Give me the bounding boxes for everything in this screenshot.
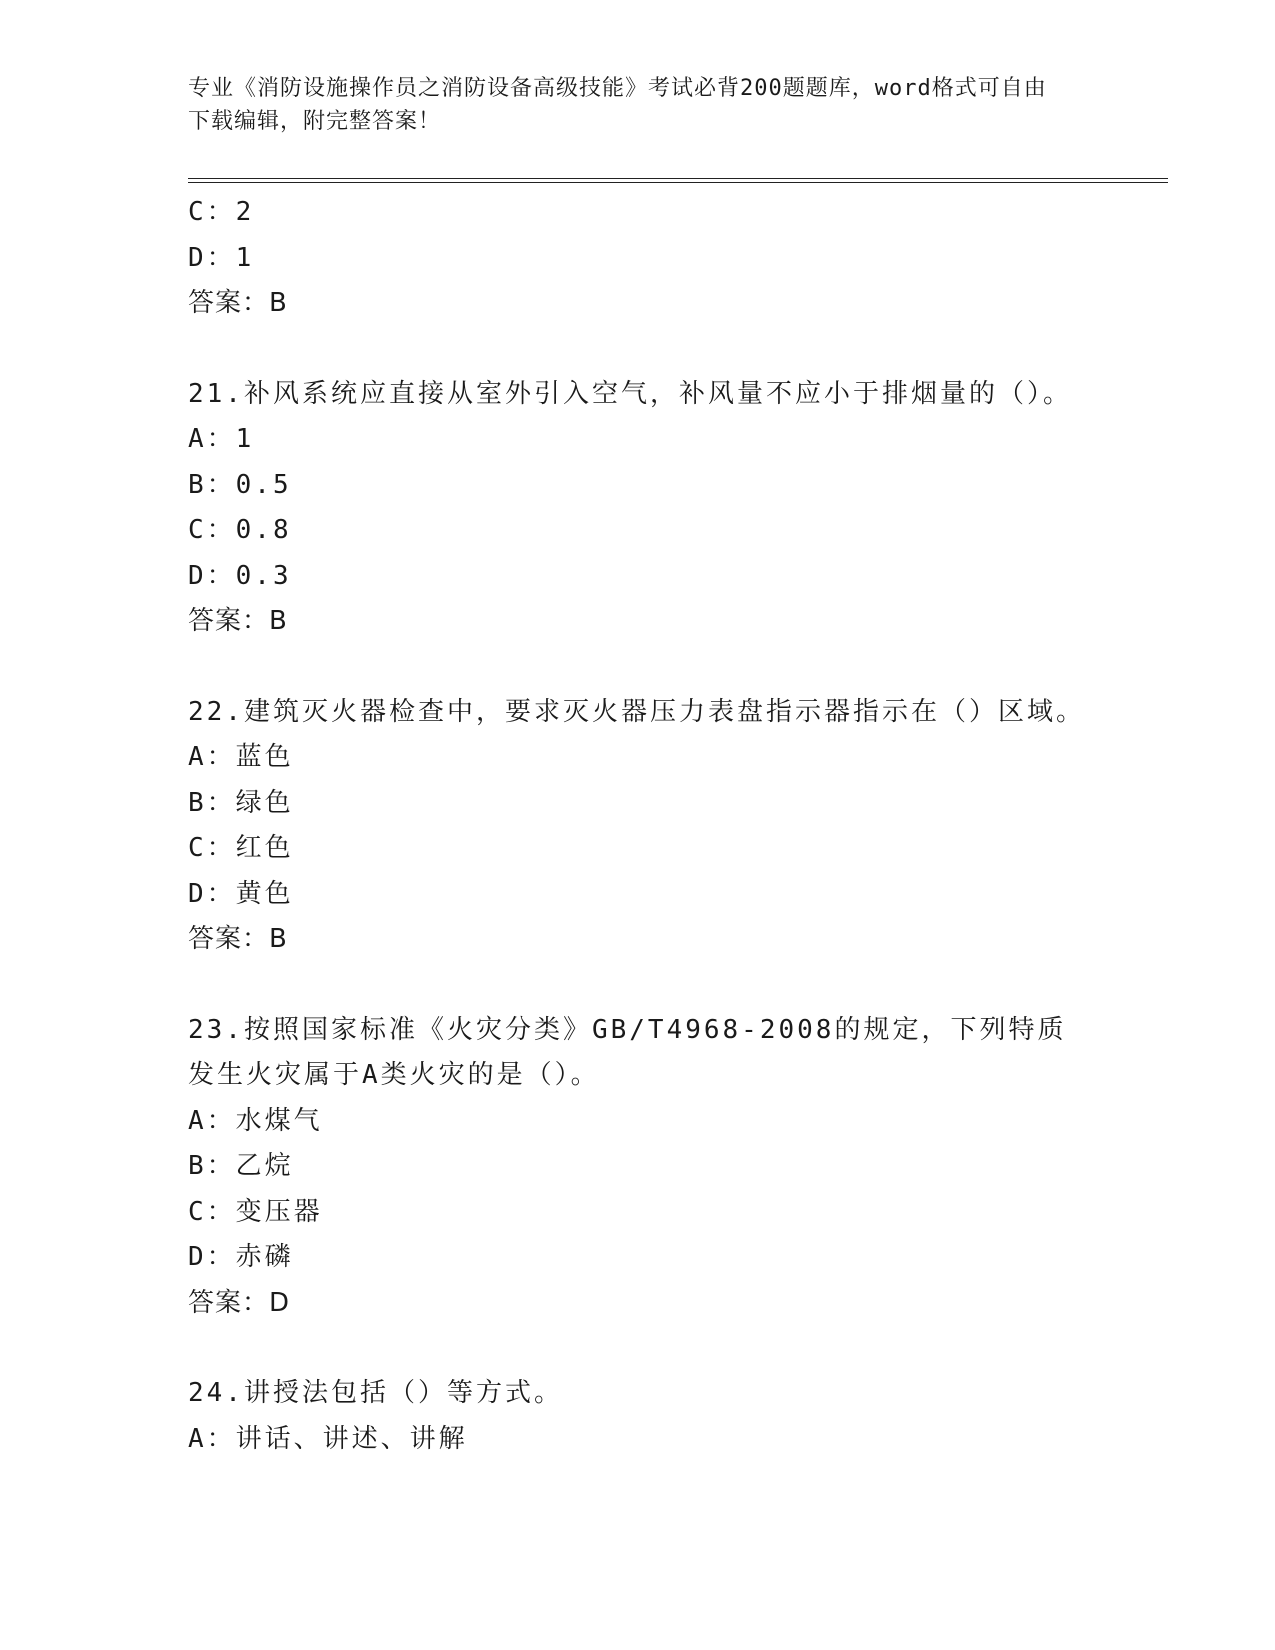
option-c: C：变压器 <box>188 1196 323 1227</box>
page-header: 专业《消防设施操作员之消防设备高级技能》考试必背200题题库，word格式可自由下载编辑，附完整答案！ <box>188 76 1047 134</box>
option-a: A：讲话、讲述、讲解 <box>188 1423 468 1454</box>
option-c: C：0.8 <box>188 515 292 545</box>
answer-line: 答案：B <box>188 606 288 636</box>
answer-line: 答案：B <box>188 924 288 954</box>
question-stem: 21.补风系统应直接从室外引入空气，补风量不应小于排烟量的（）。 <box>188 378 1072 409</box>
option-b: B：0.5 <box>188 469 292 500</box>
option-a: A：蓝色 <box>188 742 294 772</box>
option-d: D：黄色 <box>188 878 294 909</box>
option-b: B：绿色 <box>188 787 294 818</box>
question-stem: 24.讲授法包括（）等方式。 <box>188 1378 563 1408</box>
header-divider <box>188 178 1168 183</box>
option-d: D：赤磷 <box>188 1242 294 1272</box>
option-b: B：乙烷 <box>188 1151 294 1181</box>
option-a: A：水煤气 <box>188 1105 323 1136</box>
question-stem: 23.按照国家标准《火灾分类》GB/T4968-2008的规定，下列特质发生火灾属于A类火灾的是（）。 <box>188 1014 1067 1090</box>
answer-line: 答案：D <box>188 1287 291 1318</box>
option-a: A：1 <box>188 424 255 454</box>
option-d: D：0.3 <box>188 560 292 591</box>
question-list <box>188 190 1088 1462</box>
question-stem: 22.建筑灭火器检查中，要求灭火器压力表盘指示器指示在（）区域。 <box>188 696 1085 727</box>
answer-line: 答案：B <box>188 288 288 318</box>
option-c: C：2 <box>188 197 255 227</box>
option-d: D：1 <box>188 242 255 273</box>
option-c: C：红色 <box>188 833 294 863</box>
